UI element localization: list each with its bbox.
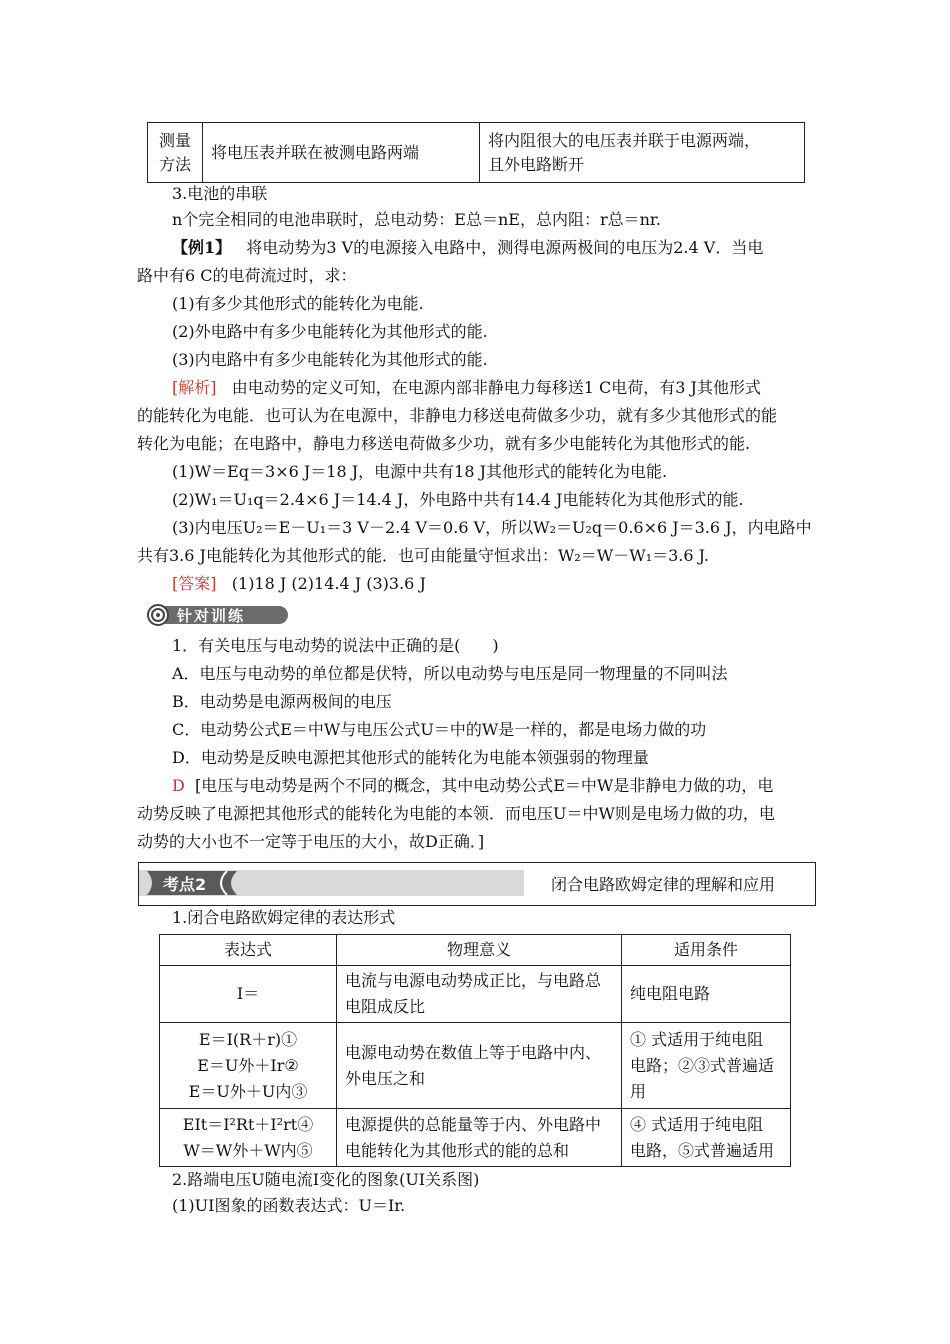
kaodian-title: 闭合电路欧姆定律的理解和应用 <box>551 875 776 894</box>
table-cell: EIt＝I²Rt＋I²rt④ W＝W外＋W内⑤ <box>160 1109 337 1167</box>
question-stem: 1．有关电压与电动势的说法中正确的是( ) <box>172 636 499 655</box>
example-line: 路中有6 C的电荷流过时，求： <box>137 266 357 285</box>
table-header: 适用条件 <box>622 935 791 966</box>
example-line: 【例1】 将电动势为3 V的电源接入电路中，测得电源两极间的电压为2.4 V．当电 <box>172 238 764 257</box>
analysis-step: 共有3.6 J电能转化为其他形式的能．也可由能量守恒求出：W₂＝W－W₁＝3.6 J. <box>137 546 709 565</box>
table1-col3: 将内阻很大的电压表并联于电源两端， 且外电路断开 <box>480 123 805 183</box>
table1-col2: 将电压表并联在被测电路两端 <box>203 123 480 183</box>
kaodian-label: 考点2 <box>163 875 207 894</box>
measurement-table <box>147 122 805 183</box>
training-badge <box>147 604 290 626</box>
kaodian-header <box>138 862 816 906</box>
table-cell: 纯电阻电路 <box>622 966 791 1023</box>
analysis-step: (3)内电压U₂＝E－U₁＝3 V－2.4 V＝0.6 V，所以W₂＝U₂q＝0.6×6 J＝3.6 J，内电路中 <box>172 518 812 537</box>
option-d: D．电动势是反映电源把其他形式的能转化为电能本领强弱的物理量 <box>172 748 649 767</box>
answer-line: [答案] (1)18 J (2)14.4 J (3)3.6 J <box>172 574 426 593</box>
analysis-line: 的能转化为电能．也可认为在电源中，非静电力移送电荷做多少功，就有多少其他形式的能 <box>137 406 778 425</box>
section-title: 1.闭合电路欧姆定律的表达形式 <box>172 908 396 927</box>
table-cell: 电源提供的总能量等于内、外电路中 电能转化为其他形式的能的总和 <box>337 1109 622 1167</box>
badge-label: 针对训练 <box>177 607 246 625</box>
example-question: (3)内电路中有多少电能转化为其他形式的能. <box>172 350 488 369</box>
solution-line: 动势的大小也不一定等于电压的大小，故D正确．] <box>137 832 485 851</box>
option-b: B．电动势是电源两极间的电压 <box>172 692 392 711</box>
paragraph: (1)UI图象的函数表达式：U＝Ir. <box>172 1196 406 1215</box>
table-cell: 电流与电源电动势成正比，与电路总 电阻成反比 <box>337 966 622 1023</box>
table-cell: ④ 式适用于纯电阻 电路，⑤式普遍适用 <box>622 1109 791 1167</box>
analysis-line: 转化为电能；在电路中，静电力移送电荷做多少功，就有多少电能转化为其他形式的能. <box>137 434 751 453</box>
solution-line: D [电压与电动势是两个不同的概念，其中电动势公式E＝中W是非静电力做的功，电 <box>172 776 774 795</box>
solution-line: 动势反映了电源把其他形式的能转化为电能的本领．而电压U＝中W则是电场力做的功，电 <box>137 804 775 823</box>
table-cell: E＝I(R＋r)① E＝U外＋Ir② E＝U外＋U内③ <box>160 1023 337 1109</box>
section-title: 2.路端电压U随电流I变化的图象(UI关系图) <box>172 1170 480 1189</box>
option-a: A．电压与电动势的单位都是伏特，所以电动势与电压是同一物理量的不同叫法 <box>172 664 728 683</box>
table1-col1: 测量 方法 <box>148 123 203 183</box>
table-header: 表达式 <box>160 935 337 966</box>
example-question: (2)外电路中有多少电能转化为其他形式的能. <box>172 322 488 341</box>
option-c: C．电动势公式E＝中W与电压公式U＝中的W是一样的，都是电场力做的功 <box>172 720 707 739</box>
table-header: 物理意义 <box>337 935 622 966</box>
example-question: (1)有多少其他形式的能转化为电能. <box>172 294 424 313</box>
table-cell: 电源电动势在数值上等于电路中内、 外电压之和 <box>337 1023 622 1109</box>
paragraph: n个完全相同的电池串联时，总电动势：E总＝nE，总内阻：r总＝nr. <box>172 210 661 229</box>
analysis-step: (2)W₁＝U₁q＝2.4×6 J＝14.4 J，外电路中共有14.4 J电能转化为其他形式的能. <box>172 490 744 509</box>
ohm-law-table <box>159 934 791 1167</box>
section-title: 3.电池的串联 <box>172 184 268 203</box>
analysis-line: [解析] 由电动势的定义可知，在电源内部非静电力每移送1 C电荷，有3 J其他形式 <box>172 378 761 397</box>
analysis-step: (1)W＝Eq＝3×6 J＝18 J，电源中共有18 J其他形式的能转化为电能. <box>172 462 668 481</box>
table-cell: I＝ <box>160 966 337 1023</box>
table-cell: ① 式适用于纯电阻 电路；②③式普遍适 用 <box>622 1023 791 1109</box>
